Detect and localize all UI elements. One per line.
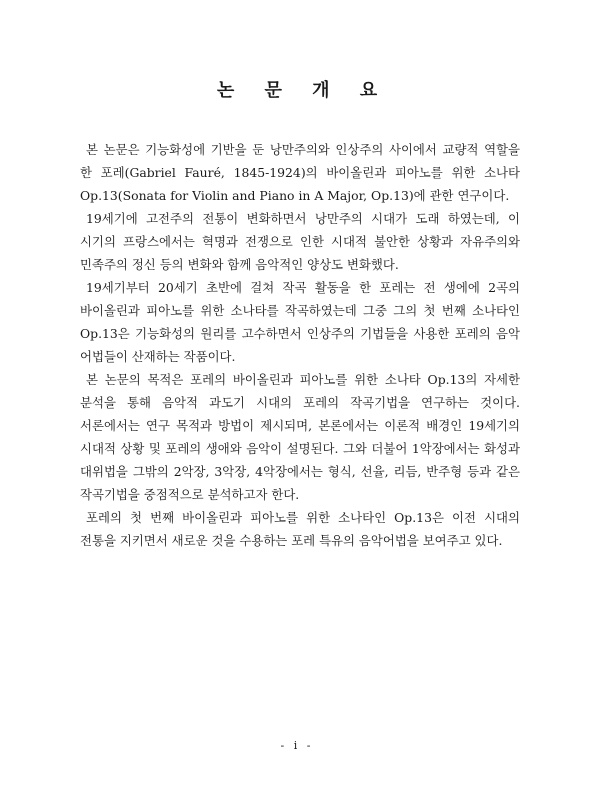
page-title: 논 문 개 요: [216, 80, 390, 101]
page-number: - i -: [280, 739, 314, 752]
paragraph-3: 19세기부터 20세기 초반에 걸쳐 작곡 활동을 한 포레는 전 생에에 2곡의 바이올린과 피아노를 위한 소나타를 작곡하였는데 그중 그의 첫 번째 소나타인 Op.13은 기능화성의 원리를 고수하면서 인상주의 기법들을 사용한 포레의 음악 어법들이 산재하는 작품이다.: [80, 280, 520, 364]
paragraph-1: 본 논문은 기능화성에 기반을 둔 낭만주의와 인상주의 사이에서 교량적 역할을 한 포레(Gabriel Fauré, 1845-1924)의 바이올린과 피아노를 위한 소나타 Op.13(Sonata for Violin and Piano in A Major, Op.13)에 관한 연구이다.: [80, 142, 520, 203]
paragraph-2: 19세기에 고전주의 전통이 변화하면서 낭만주의 시대가 도래 하였는데, 이 시기의 프랑스에서는 혁명과 전쟁으로 인한 시대적 불안한 상황과 자유주의와 민족주의 정신 등의 변화와 함께 음악적인 양상도 변화했다.: [80, 211, 520, 272]
paragraph-4: 본 논문의 목적은 포레의 바이올린과 피아노를 위한 소나타 Op.13의 자세한 분석을 통해 음악적 과도기 시대의 포레의 작곡기법을 연구하는 것이다. 서론에서는 연구 목적과 방법이 제시되며, 본론에서는 이론적 배경인 19세기의 시대적 상황 및 포레의 생애와 음악이 설명된다. 그와 더불어 1악장에서는 화성과 대위법을 그밖의 2악장, 3악장, 4악장에서는 형식, 선율, 리듬, 반주형 등과 같은 작곡기법을 중점적으로 분석하고자 한다.: [80, 372, 520, 502]
abstract-body: [80, 138, 520, 552]
paragraph-5: 포레의 첫 번째 바이올린과 피아노를 위한 소나타인 Op.13은 이전 시대의 전통을 지키면서 새로운 것을 수용하는 포레 특유의 음악어법을 보여주고 있다.: [80, 510, 520, 548]
